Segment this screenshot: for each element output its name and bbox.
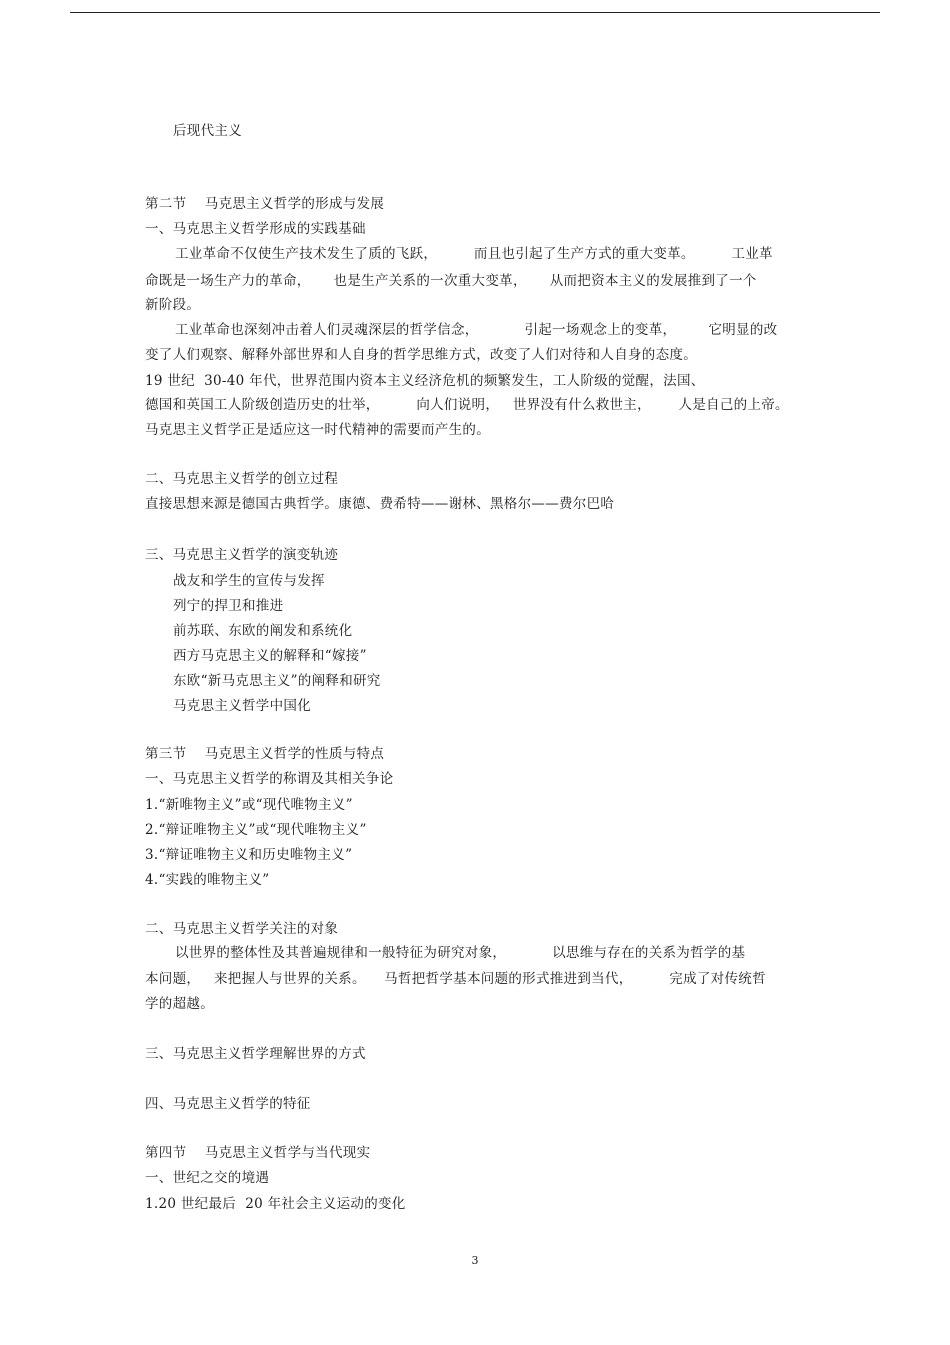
list-item: 4.“实践的唯物主义” xyxy=(145,872,270,888)
paragraph-line: 变了人们观察、解释外部世界和人自身的哲学思维方式，改变了人们对待和人自身的态度。 xyxy=(145,347,697,363)
subsection-heading: 四、马克思主义哲学的特征 xyxy=(145,1096,311,1112)
subsection-heading: 二、马克思主义哲学的创立过程 xyxy=(145,471,339,487)
paragraph-line: 本问题， 来把握人与世界的关系。 马哲把哲学基本问题的形式推进到当代， 完成了对传统哲 xyxy=(145,971,766,987)
subsection-heading: 三、马克思主义哲学理解世界的方式 xyxy=(145,1046,366,1062)
list-item: 列宁的捍卫和推进 xyxy=(173,598,284,614)
section-heading: 第二节 马克思主义哲学的形成与发展 xyxy=(145,196,385,212)
subsection-heading: 一、马克思主义哲学形成的实践基础 xyxy=(145,221,366,237)
subsection-heading: 三、马克思主义哲学的演变轨迹 xyxy=(145,547,339,563)
paragraph-line: 学的超越。 xyxy=(145,996,214,1012)
subsection-heading: 一、马克思主义哲学的称谓及其相关争论 xyxy=(145,771,394,787)
list-item: 3.“辩证唯物主义和历史唯物主义” xyxy=(145,847,353,863)
paragraph-line: 命既是一场生产力的革命， 也是生产关系的一次重大变革， 从而把资本主义的发展推到了一个 xyxy=(145,273,757,289)
list-item: 东欧“新马克思主义”的阐释和研究 xyxy=(173,673,381,689)
paragraph-line: 德国和英国工人阶级创造历史的壮举， 向人们说明， 世界没有什么救世主， 人是自己的上帝。 xyxy=(145,397,789,413)
subsection-heading: 一、世纪之交的境遇 xyxy=(145,1170,270,1186)
list-item: 马克思主义哲学中国化 xyxy=(173,698,311,714)
paragraph-line: 19 世纪 30-40 年代，世界范围内资本主义经济危机的频繁发生，工人阶级的觉醒，法国、 xyxy=(145,373,705,389)
paragraph-line: 直接思想来源是德国古典哲学。康德、费希特——谢林、黑格尔——费尔巴哈 xyxy=(145,496,615,512)
page-number: 3 xyxy=(471,1254,479,1267)
section-heading: 第三节 马克思主义哲学的性质与特点 xyxy=(145,746,385,762)
header-rule xyxy=(70,12,880,13)
paragraph-line: 以世界的整体性及其普遍规律和一般特征为研究对象， 以思维与存在的关系为哲学的基 xyxy=(175,945,746,961)
paragraph-line: 工业革命也深刻冲击着人们灵魂深层的哲学信念， 引起一场观念上的变革， 它明显的改 xyxy=(175,322,778,338)
subsection-heading: 二、马克思主义哲学关注的对象 xyxy=(145,921,339,937)
paragraph-line: 新阶段。 xyxy=(145,297,201,313)
list-item: 西方马克思主义的解释和“嫁接” xyxy=(173,648,367,664)
list-item: 2.“辩证唯物主义”或“现代唯物主义” xyxy=(145,822,367,838)
list-item: 1.“新唯物主义”或“现代唯物主义” xyxy=(145,797,353,813)
paragraph-line: 马克思主义哲学正是适应这一时代精神的需要而产生的。 xyxy=(145,422,490,438)
text-line: 后现代主义 xyxy=(173,123,242,139)
list-item: 1.20 世纪最后 20 年社会主义运动的变化 xyxy=(145,1196,406,1212)
list-item: 战友和学生的宣传与发挥 xyxy=(173,573,325,589)
section-heading: 第四节 马克思主义哲学与当代现实 xyxy=(145,1145,371,1161)
paragraph-line: 工业革命不仅使生产技术发生了质的飞跃， 而且也引起了生产方式的重大变革。 工业革 xyxy=(175,246,773,262)
list-item: 前苏联、东欧的阐发和系统化 xyxy=(173,623,353,639)
